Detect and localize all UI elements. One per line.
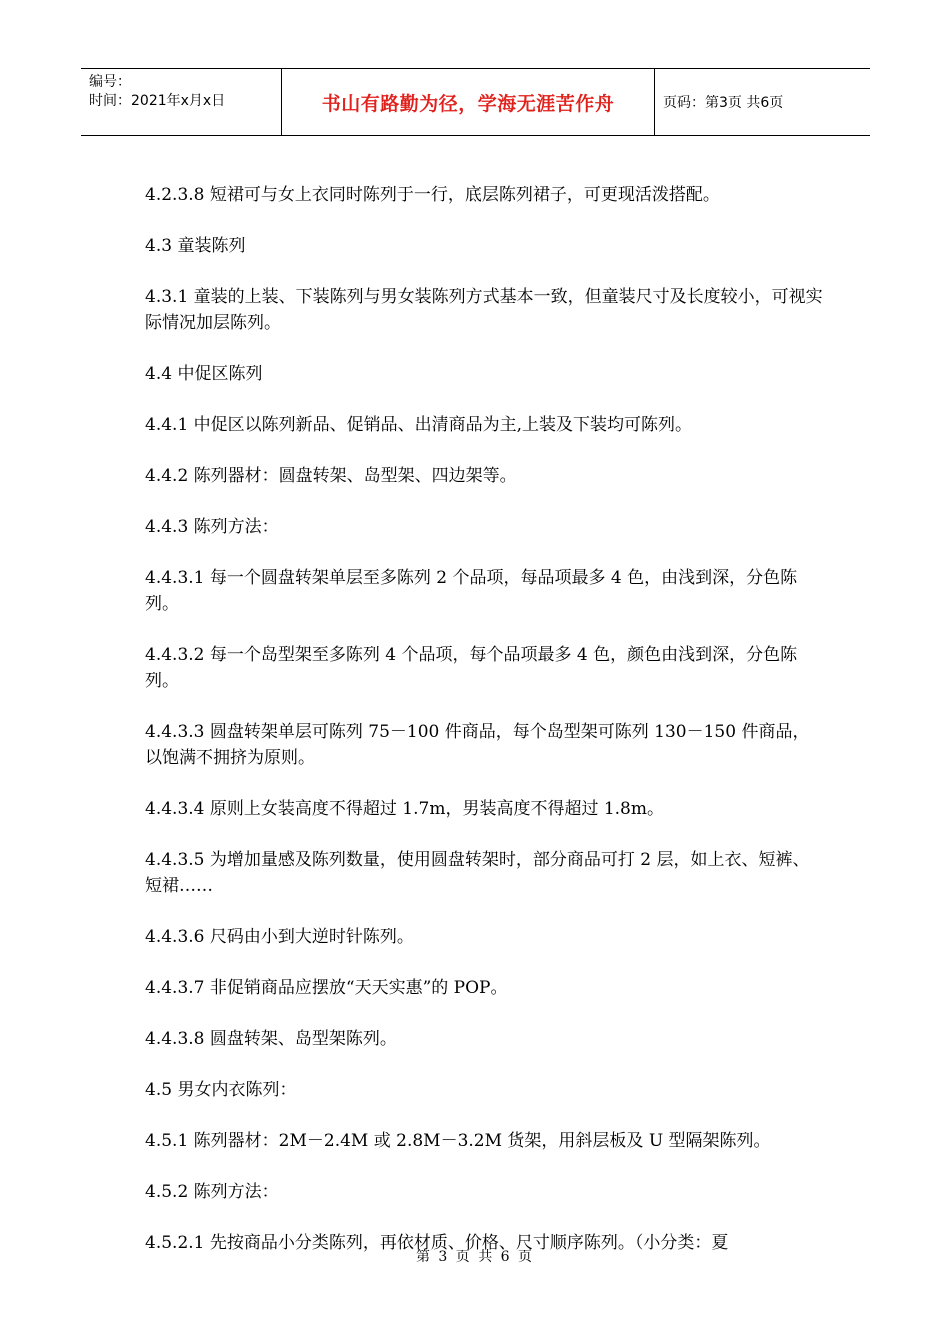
paragraph: 4.5.2 陈列方法：	[145, 1182, 279, 1202]
section-heading: 4.5 男女内衣陈列：	[145, 1080, 297, 1100]
section-heading: 4.3 童装陈列	[145, 236, 246, 256]
page-header	[81, 68, 870, 136]
paragraph: 4.4.3.2 每一个岛型架至多陈列 4 个品项，每个品项最多 4 色，颜色由浅到深，分色陈列。	[145, 645, 798, 691]
document-body	[145, 182, 825, 1281]
paragraph: 4.4.3.7 非促销商品应摆放“天天实惠”的 POP。	[145, 978, 508, 998]
header-motto: 书山有路勤为径，学海无涯苦作舟	[282, 69, 655, 135]
paragraph: 4.2.3.8 短裙可与女上衣同时陈列于一行，底层陈列裙子，可更现活泼搭配。	[145, 185, 720, 205]
header-meta	[81, 69, 282, 135]
paragraph: 4.5.2.1 先按商品小分类陈列，再依材质、价格、尺寸顺序陈列。（小分类：夏	[145, 1233, 729, 1253]
paragraph: 4.4.3.4 原则上女装高度不得超过 1.7m，男装高度不得超过 1.8m。	[145, 799, 664, 819]
paragraph: 4.4.3.3 圆盘转架单层可陈列 75－100 件商品，每个岛型架可陈列 130－150 件商品，以饱满不拥挤为原则。	[145, 722, 810, 768]
document-code-label: 编号：	[89, 74, 131, 90]
paragraph: 4.4.2 陈列器材：圆盘转架、岛型架、四边架等。	[145, 466, 517, 486]
paragraph: 4.4.3.8 圆盘转架、岛型架陈列。	[145, 1029, 397, 1049]
header-page-info: 页码：第3页 共6页	[663, 95, 784, 111]
document-date: 时间：2021年x月x日	[89, 93, 226, 109]
paragraph: 4.4.1 中促区以陈列新品、促销品、出清商品为主,上装及下装均可陈列。	[145, 415, 693, 435]
page-footer: 第 3 页 共 6 页	[415, 1249, 535, 1265]
section-heading: 4.4 中促区陈列	[145, 364, 263, 384]
paragraph: 4.4.3 陈列方法：	[145, 517, 279, 537]
paragraph: 4.4.3.6 尺码由小到大逆时针陈列。	[145, 927, 414, 947]
paragraph: 4.4.3.5 为增加量感及陈列数量，使用圆盘转架时，部分商品可打 2 层，如上衣、短裤、短裙……	[145, 850, 810, 896]
paragraph: 4.5.1 陈列器材：2M－2.4M 或 2.8M－3.2M 货架，用斜层板及 U 型隔架陈列。	[145, 1131, 771, 1151]
paragraph: 4.3.1 童装的上装、下装陈列与男女装陈列方式基本一致，但童装尺寸及长度较小，可视实际情况加层陈列。	[145, 287, 823, 333]
paragraph: 4.4.3.1 每一个圆盘转架单层至多陈列 2 个品项，每品项最多 4 色，由浅到深，分色陈列。	[145, 568, 798, 614]
